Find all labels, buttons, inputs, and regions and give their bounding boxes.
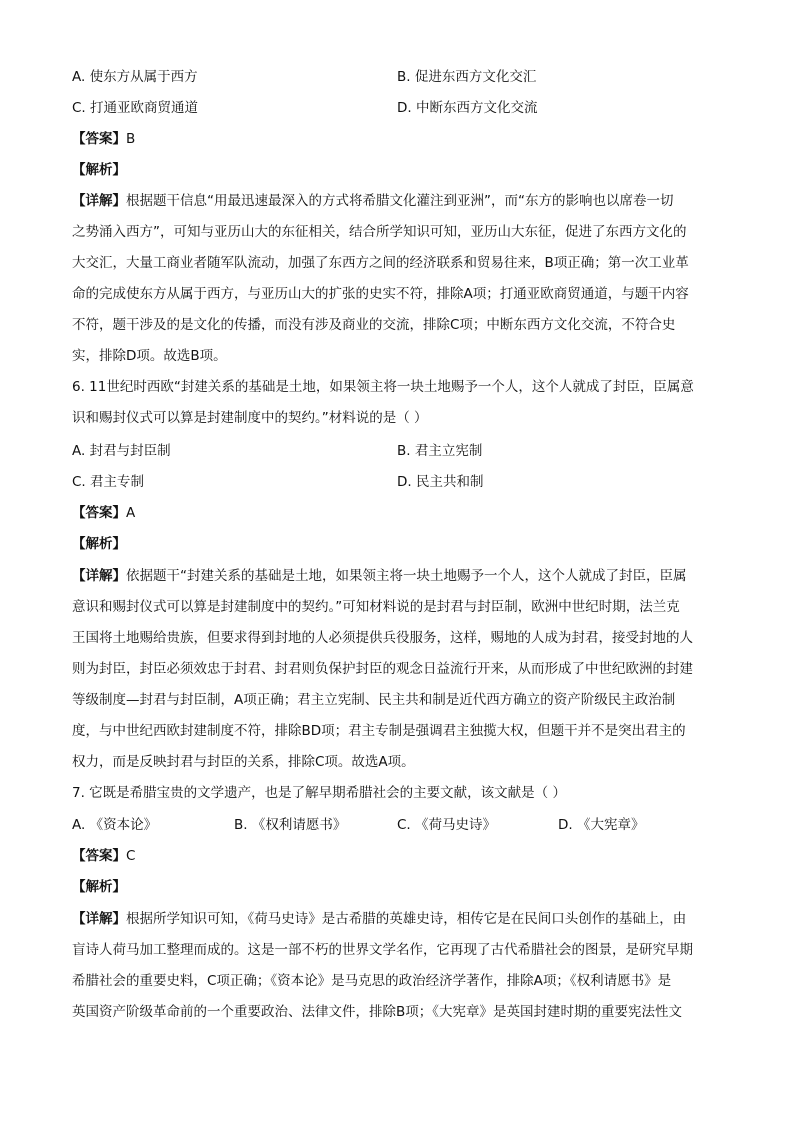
q5-option-c: C. 打通亚欧商贸通道 (72, 100, 199, 116)
q5-detail-line: 命的完成使东方从属于西方，与亚历山大的扩张的史实不符，排除A项；打通亚欧商贸通道，与题干内容 (72, 286, 689, 302)
q7-option-c: C. 《荷马史诗》 (397, 817, 497, 833)
q5-option-b: B. 促进东西方文化交汇 (397, 69, 537, 85)
q6-detail-line: 等级制度—封君与封臣制，A项正确；君主立宪制、民主共和制是近代西方确立的资产阶级民主政治制 (72, 692, 676, 708)
q7-stem: 7. 它既是希腊宝贵的文学遗产，也是了解早期希腊社会的主要文献，该文献是（ ） (72, 785, 566, 801)
q7-option-a: A. 《资本论》 (72, 817, 158, 833)
q7-option-d: D. 《大宪章》 (558, 817, 645, 833)
q7-option-b: B. 《权利请愿书》 (234, 817, 347, 833)
q6-option-b: B. 君主立宪制 (397, 443, 483, 459)
q6-answer (72, 503, 722, 523)
answer-value: A (126, 505, 136, 521)
answer-value: C (126, 848, 136, 864)
q6-stem-line: 识和赐封仪式可以算是封建制度中的契约。”材料说的是（ ） (72, 410, 428, 426)
q7-detail-line: 盲诗人荷马加工整理而成的。这是一部不朽的世界文学名作，它再现了古代希腊社会的图景，是研究早期 (72, 942, 693, 958)
answer-label: 【答案】 (72, 505, 126, 521)
q6-detail-line: 权力，而是反映封君与封臣的关系，排除C项。故选A项。 (72, 754, 415, 770)
q7-detail-line: 【详解】根据所学知识可知，《荷马史诗》是古希腊的英雄史诗，相传它是在民间口头创作的基础上，由 (72, 911, 687, 927)
q5-answer (72, 129, 722, 149)
q6-option-c: C. 君主专制 (72, 474, 145, 490)
q5-detail-line: 【详解】根据题干信息“用最迅速最深入的方式将希腊文化灌注到亚洲”，而“东方的影响也以席卷一切 (72, 193, 674, 209)
answer-label: 【答案】 (72, 131, 126, 147)
q5-detail-line: 大交汇，大量工商业者随军队流动，加强了东西方之间的经济联系和贸易往来，B项正确；第一次工业革 (72, 255, 689, 271)
q7-detail-line: 英国资产阶级革命前的一个重要政治、法律文件，排除B项；《大宪章》是英国封建时期的重要宪法性文 (72, 1004, 683, 1020)
q6-option-d: D. 民主共和制 (397, 474, 484, 490)
q6-detail-line: 【详解】依据题干“封建关系的基础是土地，如果领主将一块土地赐予一个人，这个人就成了封臣，臣属 (72, 568, 687, 584)
detail-label: 【详解】 (72, 193, 126, 209)
q6-stem-line: 6. 11世纪时西欧“封建关系的基础是土地，如果领主将一块土地赐予一个人，这个人就成了封臣，臣属意 (72, 379, 694, 395)
q7-analysis-label: 【解析】 (72, 879, 126, 895)
q6-detail-line: 王国将土地赐给贵族，但要求得到封地的人必须提供兵役服务，这样，赐地的人成为封君，接受封地的人 (72, 630, 693, 646)
q5-detail-line: 不符，题干涉及的是文化的传播，而没有涉及商业的交流，排除C项；中断东西方文化交流，不符合史 (72, 317, 676, 333)
q6-detail-line: 度，与中世纪西欧封建制度不符，排除BD项；君主专制是强调君主独揽大权，但题干并不是突出君主的 (72, 723, 686, 739)
detail-label: 【详解】 (72, 568, 126, 584)
q5-option-a: A. 使东方从属于西方 (72, 69, 198, 85)
q6-detail-line: 意识和赐封仪式可以算是封建制度中的契约。”可知材料说的是封君与封臣制，欧洲中世纪时期，法兰克 (72, 599, 680, 615)
q6-option-a: A. 封君与封臣制 (72, 443, 171, 459)
q7-detail-line: 希腊社会的重要史料，C项正确；《资本论》是马克思的政治经济学著作，排除A项；《权利请愿书》是 (72, 973, 672, 989)
detail-label: 【详解】 (72, 911, 126, 927)
q5-detail-line: 之势涌入西方”，可知与亚历山大的东征相关，结合所学知识可知，亚历山大东征，促进了东西方文化的 (72, 224, 687, 240)
q5-analysis-label: 【解析】 (72, 162, 126, 178)
q6-analysis-label: 【解析】 (72, 536, 126, 552)
q7-answer (72, 846, 722, 866)
q5-option-d: D. 中断东西方文化交流 (397, 100, 538, 116)
q5-detail-line: 实，排除D项。故选B项。 (72, 348, 227, 364)
answer-value: B (126, 131, 136, 147)
answer-label: 【答案】 (72, 848, 126, 864)
q6-detail-line: 则为封臣，封臣必须效忠于封君、封君则负保护封臣的观念日益流行开来，从而形成了中世纪欧洲的封建 (72, 661, 693, 677)
